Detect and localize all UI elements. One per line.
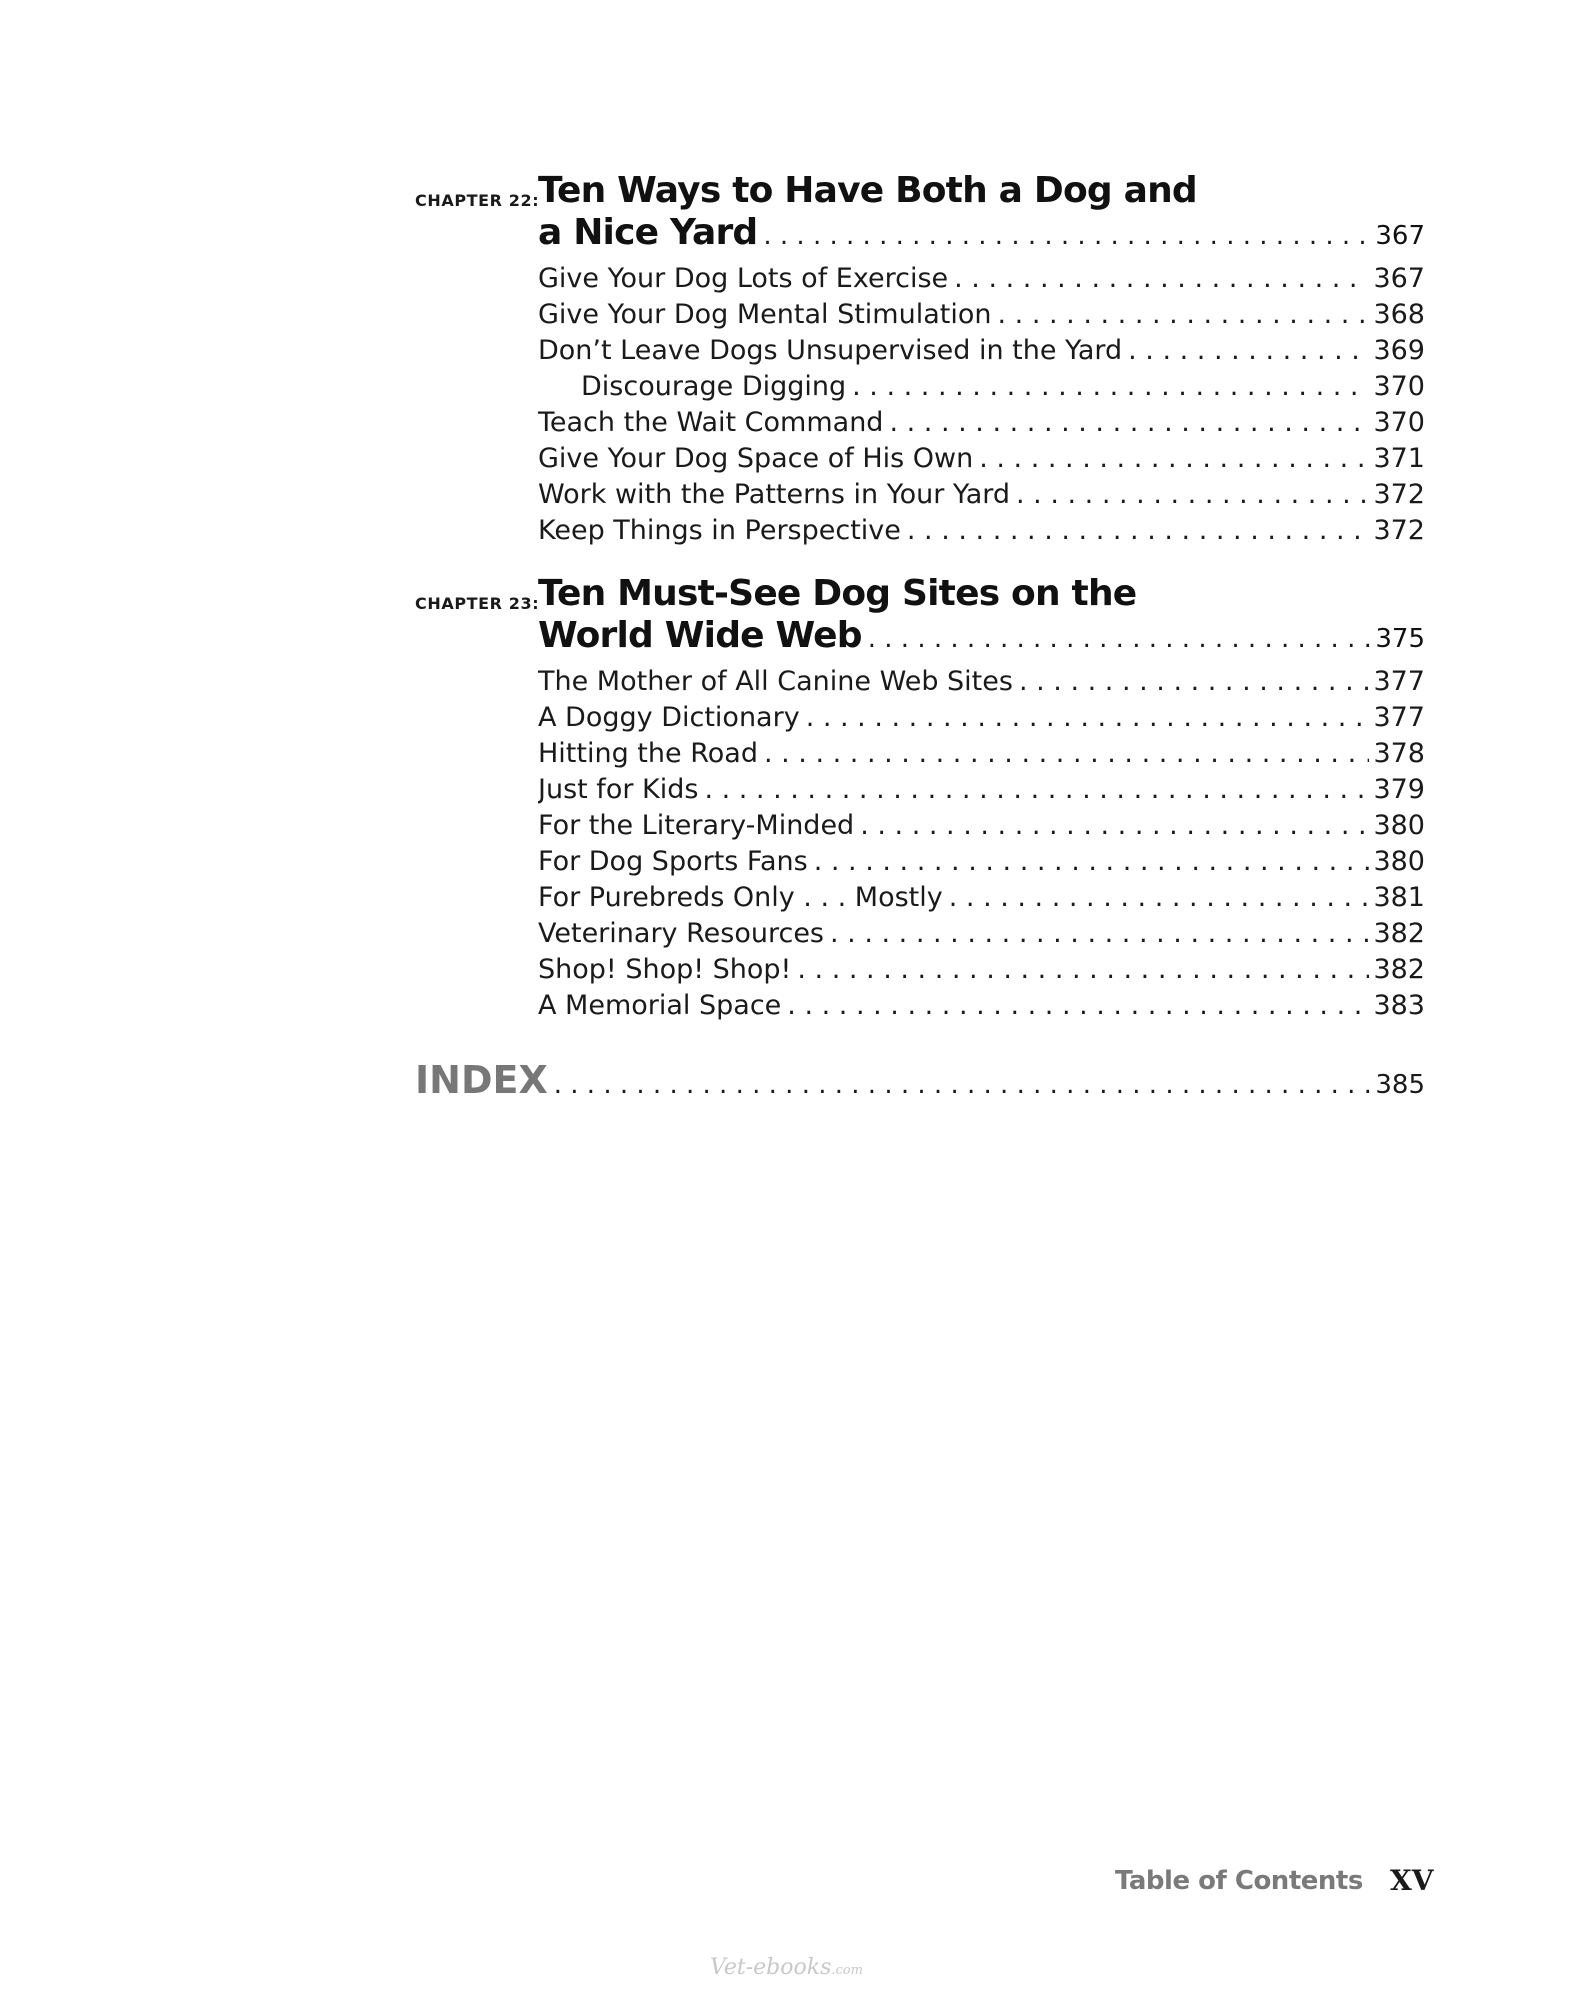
toc-entry[interactable] — [538, 990, 1425, 1021]
entry-title: A Memorial Space — [538, 990, 782, 1021]
leader-dots — [554, 1070, 1372, 1100]
leader-dots — [797, 954, 1369, 985]
toc-entry[interactable] — [538, 335, 1425, 366]
toc-entry[interactable] — [538, 882, 1425, 913]
entry-title: Give Your Dog Lots of Exercise — [538, 263, 949, 294]
chapter-title-line1: Ten Must-See Dog Sites on the — [538, 573, 1137, 614]
page-number: 375 — [1375, 624, 1425, 654]
chapter-title-entry[interactable] — [538, 615, 1425, 656]
leader-dots — [998, 299, 1370, 330]
leader-dots — [907, 515, 1370, 546]
page-number: 379 — [1373, 774, 1425, 805]
entry-title: Give Your Dog Space of His Own — [538, 443, 974, 474]
page-number: 367 — [1373, 263, 1425, 294]
index-entry[interactable] — [415, 1058, 1425, 1102]
chapter-title-line1: Ten Ways to Have Both a Dog and — [538, 170, 1197, 211]
entry-title: Veterinary Resources — [538, 918, 824, 949]
page-number: 372 — [1373, 479, 1425, 510]
leader-dots — [979, 443, 1369, 474]
toc-entry[interactable] — [538, 774, 1425, 805]
leader-dots — [806, 702, 1370, 733]
toc-entry[interactable] — [538, 846, 1425, 877]
entry-title: Hitting the Road — [538, 738, 758, 769]
leader-dots — [764, 738, 1369, 769]
page-number: 380 — [1373, 810, 1425, 841]
entry-title: Work with the Patterns in Your Yard — [538, 479, 1010, 510]
toc-entry[interactable] — [538, 738, 1425, 769]
page-number: 377 — [1373, 666, 1425, 697]
leader-dots — [1019, 666, 1370, 697]
leader-dots — [852, 371, 1369, 402]
page-number: 383 — [1373, 990, 1425, 1021]
entry-title: Give Your Dog Mental Stimulation — [538, 299, 992, 330]
leader-dots — [1016, 479, 1369, 510]
page-number: 367 — [1375, 221, 1425, 251]
leader-dots — [787, 990, 1369, 1021]
toc-entry[interactable] — [538, 443, 1425, 474]
entry-title: Shop! Shop! Shop! — [538, 954, 792, 985]
toc-entry[interactable] — [538, 954, 1425, 985]
entry-title: Discourage Digging — [581, 371, 847, 402]
toc-entry[interactable] — [538, 918, 1425, 949]
watermark-suffix: .com — [831, 1963, 863, 1978]
leader-dots — [889, 407, 1369, 438]
toc-subentry[interactable] — [581, 371, 1425, 402]
page-number: 382 — [1373, 918, 1425, 949]
entry-title: For Dog Sports Fans — [538, 846, 808, 877]
page-number: 380 — [1373, 846, 1425, 877]
folio-page-number: XV — [1390, 1864, 1434, 1897]
toc-entry[interactable] — [538, 515, 1425, 546]
leader-dots — [860, 810, 1369, 841]
toc-entry[interactable] — [538, 263, 1425, 294]
entry-title: Keep Things in Perspective — [538, 515, 901, 546]
page-number: 381 — [1373, 882, 1425, 913]
toc-entry[interactable] — [538, 407, 1425, 438]
leader-dots — [1128, 335, 1369, 366]
leader-dots — [868, 624, 1372, 654]
chapter-title-line2: a Nice Yard — [538, 212, 758, 253]
index-heading: INDEX — [415, 1058, 548, 1102]
watermark-logo — [710, 1955, 863, 1980]
page-number: 372 — [1373, 515, 1425, 546]
leader-dots — [949, 882, 1370, 913]
leader-dots — [763, 221, 1371, 251]
page-number: 378 — [1373, 738, 1425, 769]
watermark-text: Vet-ebooks — [710, 1955, 832, 1980]
running-footer-title: Table of Contents — [1115, 1866, 1363, 1896]
entry-title: Teach the Wait Command — [538, 407, 884, 438]
chapter-title-line2: World Wide Web — [538, 615, 862, 656]
toc-entry[interactable] — [538, 299, 1425, 330]
page-number: 385 — [1375, 1070, 1425, 1100]
chapter-label: CHAPTER 22: — [415, 191, 540, 210]
page-number: 368 — [1373, 299, 1425, 330]
entry-title: A Doggy Dictionary — [538, 702, 800, 733]
leader-dots — [830, 918, 1369, 949]
entry-title: Just for Kids — [538, 774, 699, 805]
leader-dots — [704, 774, 1369, 805]
page-number: 370 — [1373, 407, 1425, 438]
leader-dots — [814, 846, 1370, 877]
toc-entry[interactable] — [538, 810, 1425, 841]
entry-title: The Mother of All Canine Web Sites — [538, 666, 1013, 697]
page-number: 371 — [1373, 443, 1425, 474]
toc-entry[interactable] — [538, 479, 1425, 510]
chapter-label: CHAPTER 23: — [415, 594, 540, 613]
page-number: 370 — [1373, 371, 1425, 402]
toc-entry[interactable] — [538, 666, 1425, 697]
entry-title: Don’t Leave Dogs Unsupervised in the Yard — [538, 335, 1123, 366]
leader-dots — [954, 263, 1369, 294]
entry-title: For the Literary-Minded — [538, 810, 855, 841]
page-number: 377 — [1373, 702, 1425, 733]
chapter-title-entry[interactable] — [538, 212, 1425, 253]
page-number: 369 — [1373, 335, 1425, 366]
page-number: 382 — [1373, 954, 1425, 985]
toc-entry[interactable] — [538, 702, 1425, 733]
entry-title: For Purebreds Only . . . Mostly — [538, 882, 943, 913]
